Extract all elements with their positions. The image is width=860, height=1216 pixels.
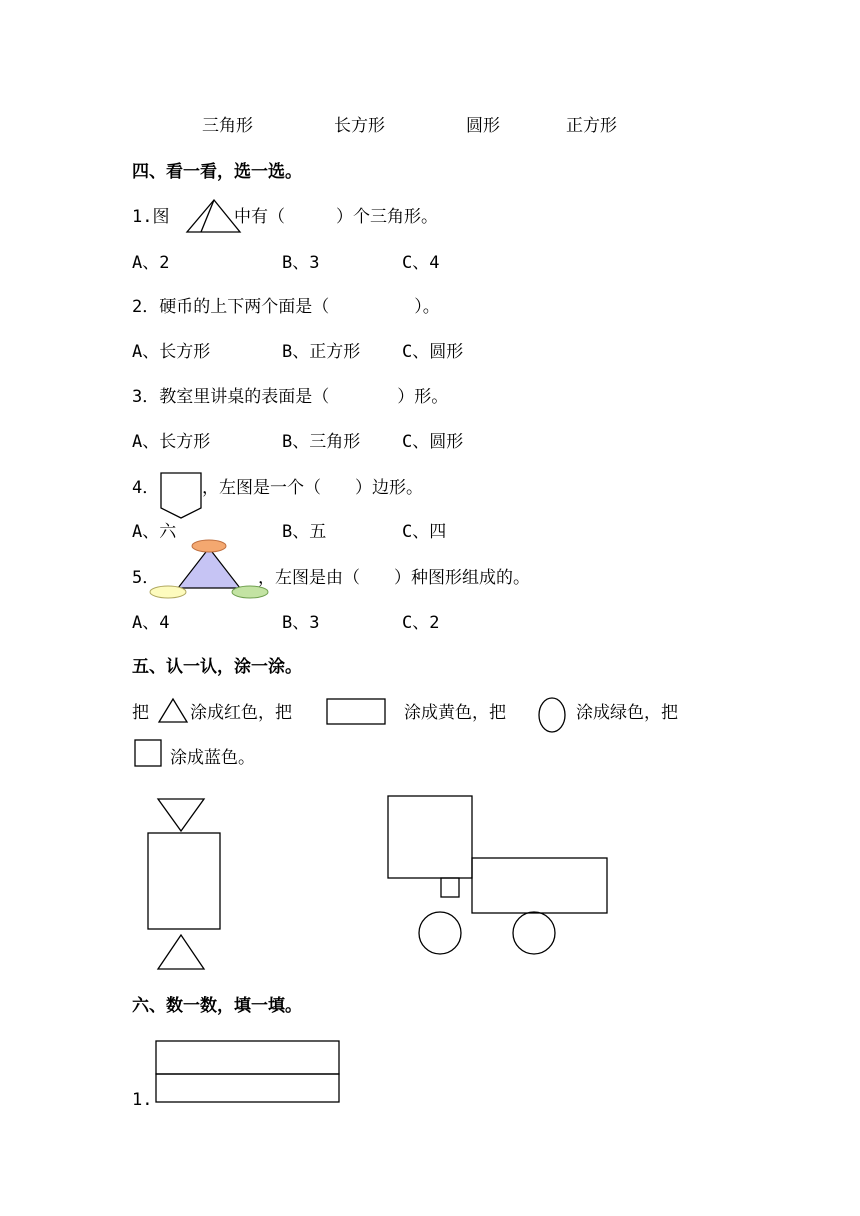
instruction-line-2: 涂成蓝色。	[170, 748, 255, 768]
q4-option-b: B、五	[282, 522, 327, 542]
instruction-part-2: 涂成红色，把	[190, 703, 292, 723]
label-circle: 圆形	[466, 116, 500, 136]
stacked-rectangles-figure	[155, 1040, 341, 1106]
label-rectangle: 长方形	[334, 116, 385, 136]
q2-option-b: B、正方形	[282, 342, 361, 362]
rectangle-icon	[326, 698, 386, 725]
pentagon-figure-q4	[160, 472, 202, 520]
triangle-icon	[158, 698, 188, 724]
q5-prefix: 5．	[132, 568, 160, 588]
square-icon	[134, 739, 162, 767]
q3-option-c: C、圆形	[402, 432, 464, 452]
instruction-part-4: 涂成绿色，把	[576, 703, 678, 723]
q2-text: 2．硬币的上下两个面是（ ）。	[132, 297, 440, 317]
q2-option-c: C、圆形	[402, 342, 464, 362]
q1-text: 中有（ ）个三角形。	[234, 207, 438, 227]
section4-title: 四、看一看，选一选。	[132, 162, 302, 182]
q5-option-b: B、3	[282, 613, 320, 633]
q1-option-b: B、3	[282, 253, 320, 273]
truck-figure	[386, 794, 612, 958]
q3-text: 3．教室里讲桌的表面是（ ）形。	[132, 387, 449, 407]
q1-option-c: C、4	[402, 253, 440, 273]
label-triangle: 三角形	[202, 116, 253, 136]
q4-prefix: 4．	[132, 478, 160, 498]
candy-figure	[146, 796, 226, 974]
q1-option-a: A、2	[132, 253, 170, 273]
q6-1-label: 1.	[132, 1090, 153, 1110]
q2-option-a: A、长方形	[132, 342, 211, 362]
q5-text: ，左图是由（ ）种图形组成的。	[258, 568, 530, 588]
q3-option-a: A、长方形	[132, 432, 211, 452]
q5-option-c: C、2	[402, 613, 440, 633]
section5-title: 五、认一认，涂一涂。	[132, 657, 302, 677]
circle-icon	[538, 696, 566, 734]
section6-title: 六、数一数，填一填。	[132, 996, 302, 1016]
q5-option-a: A、4	[132, 613, 170, 633]
composite-figure-q5	[148, 538, 272, 602]
q3-option-b: B、三角形	[282, 432, 361, 452]
q4-option-a: A、六	[132, 522, 177, 542]
instruction-part-3: 涂成黄色，把	[404, 703, 506, 723]
label-square: 正方形	[566, 116, 617, 136]
instruction-part-1: 把	[132, 703, 149, 723]
q4-text: ，左图是一个（ ）边形。	[202, 478, 423, 498]
q4-option-c: C、四	[402, 522, 447, 542]
q1-prefix: 1.图	[132, 207, 170, 227]
